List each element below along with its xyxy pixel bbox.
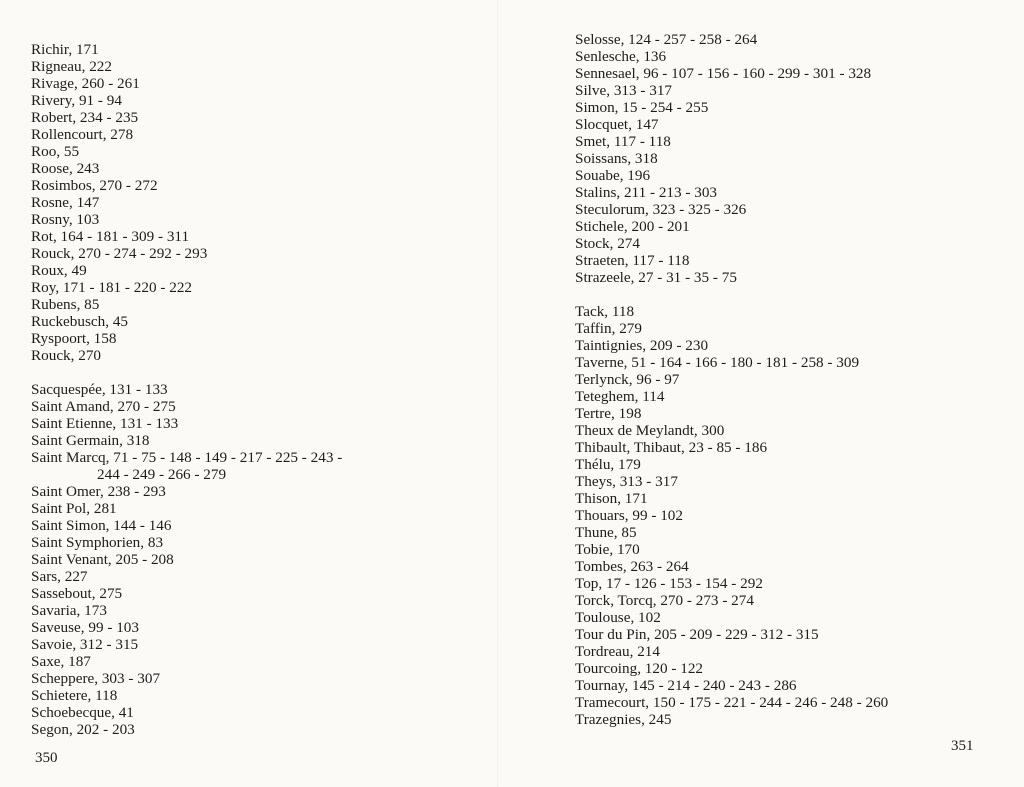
index-entry: Ryspoort, 158 — [31, 330, 117, 347]
index-entry: Saint Marcq, 71 - 75 - 148 - 149 - 217 - 225 - 243 - — [31, 449, 343, 466]
index-entry: Saxe, 187 — [31, 653, 91, 670]
index-entry: Top, 17 - 126 - 153 - 154 - 292 — [575, 575, 763, 592]
index-entry: Scheppere, 303 - 307 — [31, 670, 161, 687]
index-entry: Savaria, 173 — [31, 602, 107, 619]
index-entry: Roux, 49 — [31, 262, 87, 279]
index-entry: Schietere, 118 — [31, 687, 118, 704]
index-entry: Tertre, 198 — [575, 405, 642, 422]
index-entry: Saint Etienne, 131 - 133 — [31, 415, 179, 432]
index-entry: Thison, 171 — [575, 490, 648, 507]
index-entry: Trazegnies, 245 — [575, 711, 672, 728]
index-entry: Terlynck, 96 - 97 — [575, 371, 680, 388]
right-index-column — [575, 31, 888, 728]
index-entry: Thune, 85 — [575, 524, 637, 541]
index-entry: Strazeele, 27 - 31 - 35 - 75 — [575, 269, 737, 286]
index-entry: Roo, 55 — [31, 143, 80, 160]
index-entry: Saint Amand, 270 - 275 — [31, 398, 176, 415]
index-entry: Rubens, 85 — [31, 296, 100, 313]
index-entry: Theux de Meylandt, 300 — [575, 422, 725, 439]
index-entry: Rouck, 270 - 274 - 292 - 293 — [31, 245, 208, 262]
index-entry: Sennesael, 96 - 107 - 156 - 160 - 299 - 301 - 328 — [575, 65, 872, 82]
index-entry: Rivage, 260 - 261 — [31, 75, 140, 92]
index-entry: Sars, 227 — [31, 568, 88, 585]
index-entry: Straeten, 117 - 118 — [575, 252, 690, 269]
index-entry: Smet, 117 - 118 — [575, 133, 671, 150]
index-entry: Tombes, 263 - 264 — [575, 558, 689, 575]
index-entry: Saint Symphorien, 83 — [31, 534, 164, 551]
index-entry: Rouck, 270 — [31, 347, 102, 364]
index-entry: Schoebecque, 41 — [31, 704, 134, 721]
index-entry: Thélu, 179 — [575, 456, 641, 473]
index-entry: Stichele, 200 - 201 — [575, 218, 690, 235]
section-gap — [575, 286, 888, 303]
index-entry: Stock, 274 — [575, 235, 640, 252]
index-entry: Rosne, 147 — [31, 194, 100, 211]
index-entry: Tourcoing, 120 - 122 — [575, 660, 704, 677]
index-entry: Rollencourt, 278 — [31, 126, 134, 143]
index-entry: Ruckebusch, 45 — [31, 313, 129, 330]
index-entry: Stalins, 211 - 213 - 303 — [575, 184, 718, 201]
index-entry: Theys, 313 - 317 — [575, 473, 678, 490]
index-entry: Souabe, 196 — [575, 167, 651, 184]
index-entry: Saint Venant, 205 - 208 — [31, 551, 174, 568]
left-page — [0, 0, 500, 787]
index-entry: Rigneau, 222 — [31, 58, 112, 75]
index-entry: Segon, 202 - 203 — [31, 721, 135, 738]
index-entry: Taintignies, 209 - 230 — [575, 337, 709, 354]
index-entry: Sassebout, 275 — [31, 585, 123, 602]
index-entry: Tack, 118 — [575, 303, 635, 320]
index-entry: Saint Omer, 238 - 293 — [31, 483, 166, 500]
index-entry: Toulouse, 102 — [575, 609, 661, 626]
index-entry: Teteghem, 114 — [575, 388, 665, 405]
index-entry: Tournay, 145 - 214 - 240 - 243 - 286 — [575, 677, 797, 694]
index-entry: Richir, 171 — [31, 41, 99, 58]
left-index-column — [31, 41, 342, 738]
index-entry: Rosny, 103 — [31, 211, 100, 228]
index-entry: Thibault, Thibaut, 23 - 85 - 186 — [575, 439, 768, 456]
index-entry: Slocquet, 147 — [575, 116, 659, 133]
index-entry: Selosse, 124 - 257 - 258 - 264 — [575, 31, 758, 48]
index-entry: Saint Germain, 318 — [31, 432, 150, 449]
index-entry: Savoie, 312 - 315 — [31, 636, 139, 653]
index-entry: Sacquespée, 131 - 133 — [31, 381, 168, 398]
index-entry: Robert, 234 - 235 — [31, 109, 139, 126]
index-entry: Roy, 171 - 181 - 220 - 222 — [31, 279, 193, 296]
index-entry: Steculorum, 323 - 325 - 326 — [575, 201, 747, 218]
index-entry: Saint Simon, 144 - 146 — [31, 517, 172, 534]
index-entry: Thouars, 99 - 102 — [575, 507, 683, 524]
index-entry: Rosimbos, 270 - 272 — [31, 177, 158, 194]
index-entry: Saint Pol, 281 — [31, 500, 117, 517]
index-entry: Tobie, 170 — [575, 541, 640, 558]
right-page-number: 351 — [951, 738, 974, 754]
index-entry-continuation: 244 - 249 - 266 - 279 — [97, 466, 227, 483]
book-gutter — [497, 0, 499, 787]
index-entry: Senlesche, 136 — [575, 48, 667, 65]
index-entry: Saveuse, 99 - 103 — [31, 619, 139, 636]
index-entry: Rot, 164 - 181 - 309 - 311 — [31, 228, 190, 245]
index-entry: Roose, 243 — [31, 160, 100, 177]
left-page-number: 350 — [35, 750, 58, 766]
index-entry: Simon, 15 - 254 - 255 — [575, 99, 709, 116]
index-entry: Tordreau, 214 — [575, 643, 660, 660]
right-page — [500, 0, 1024, 787]
index-entry: Torck, Torcq, 270 - 273 - 274 — [575, 592, 754, 609]
index-entry: Soissans, 318 — [575, 150, 658, 167]
index-entry: Silve, 313 - 317 — [575, 82, 673, 99]
index-entry: Taverne, 51 - 164 - 166 - 180 - 181 - 258 - 309 — [575, 354, 860, 371]
index-entry: Taffin, 279 — [575, 320, 642, 337]
section-gap — [31, 364, 342, 381]
index-entry: Rivery, 91 - 94 — [31, 92, 122, 109]
index-entry: Tour du Pin, 205 - 209 - 229 - 312 - 315 — [575, 626, 819, 643]
index-entry: Tramecourt, 150 - 175 - 221 - 244 - 246 - 248 - 260 — [575, 694, 889, 711]
